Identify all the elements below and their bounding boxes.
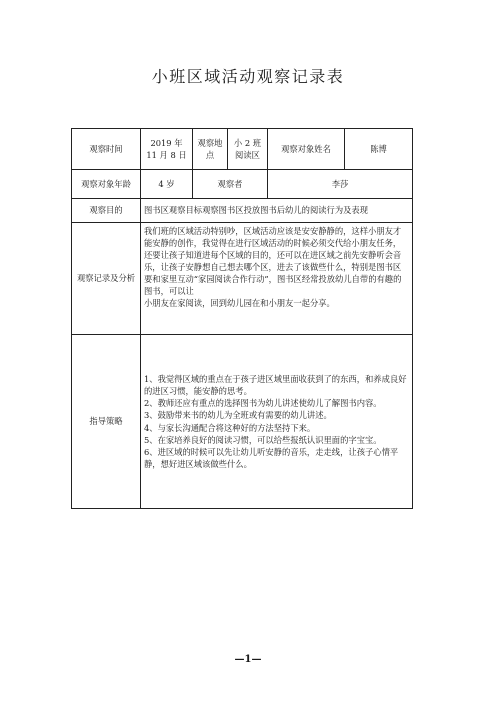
observed-child-name-value: 陈博 [345, 129, 413, 170]
observed-child-age-value: 4 岁 [141, 170, 193, 199]
record-analysis-label: 观察记录及分析 [72, 223, 141, 335]
observation-table [71, 128, 413, 509]
strategy-item: 2、教师还应有重点的选择图书为幼儿讲述使幼儿了解图书内容。 [144, 398, 382, 409]
guidance-strategy-label: 指导策略 [72, 335, 141, 509]
page-number: —1— [234, 654, 262, 665]
strategy-item: 5、在家培养良好的阅读习惯，可以给些报纸认识里面的字宝宝。 [144, 434, 382, 445]
strategy-item: 3、鼓励带来书的幼儿为全班或有需要的幼儿讲述。 [144, 410, 332, 421]
table-row-time-place-name [72, 129, 413, 170]
strategy-item: 1、我觉得区域的重点在于孩子进区域里面收获到了的东西，和养成良好的进区习惯，能安静的思考。 [144, 374, 407, 397]
page-title: 小班区域活动观察记录表 [151, 67, 345, 86]
observer-label: 观察者 [193, 170, 268, 199]
guidance-strategy-content [141, 335, 413, 509]
strategy-item: 6、进区域的时候可以先让幼儿听安静的音乐，走走线，让孩子心情平静，想好进区域该做些什么。 [144, 446, 399, 469]
table-row-strategy [72, 335, 413, 509]
observation-place-value: 小 2 班阅读区 [228, 129, 268, 170]
observation-purpose-value: 图书区观察目标观察图书区投放图书后幼儿的阅读行为及表现 [141, 199, 413, 223]
observation-time-year: 2019 年 [150, 137, 183, 148]
record-analysis-text: 我们班的区域活动特别吵，区域活动应该是安安静静的，这样小朋友才能安静的创作，我觉得在进行区域活动的时候必须交代给小朋友任务，还要让孩子知道进每个区域的目的，还可以在进区域之前先安静听会音乐，让孩子安静想自己想去哪个区，进去了该做些什么，特别是图书区要和家里互动“家园阅读合作行动”，图书区经常投放幼儿自带的有趣的图书，可以让 [144, 226, 402, 297]
observation-time-label: 观察时间 [72, 129, 141, 170]
strategy-item: 4、与家长沟通配合将这种好的方法坚持下来。 [144, 422, 316, 433]
observation-time-date: 11 月 8 日 [146, 150, 187, 160]
observation-time-value [141, 129, 193, 170]
table-row-record [72, 223, 413, 335]
observed-child-age-label: 观察对象年龄 [72, 170, 141, 199]
observation-place-label: 观察地点 [193, 129, 228, 170]
observer-value: 李莎 [268, 170, 413, 199]
record-analysis-text-end: 小朋友在家阅读，回到幼儿园在和小朋友一起分享。 [144, 298, 335, 309]
observed-child-name-label: 观察对象姓名 [268, 129, 345, 170]
table-row-age-observer [72, 170, 413, 199]
table-row-purpose [72, 199, 413, 223]
observation-purpose-label: 观察目的 [72, 199, 141, 223]
record-analysis-content [141, 223, 413, 335]
